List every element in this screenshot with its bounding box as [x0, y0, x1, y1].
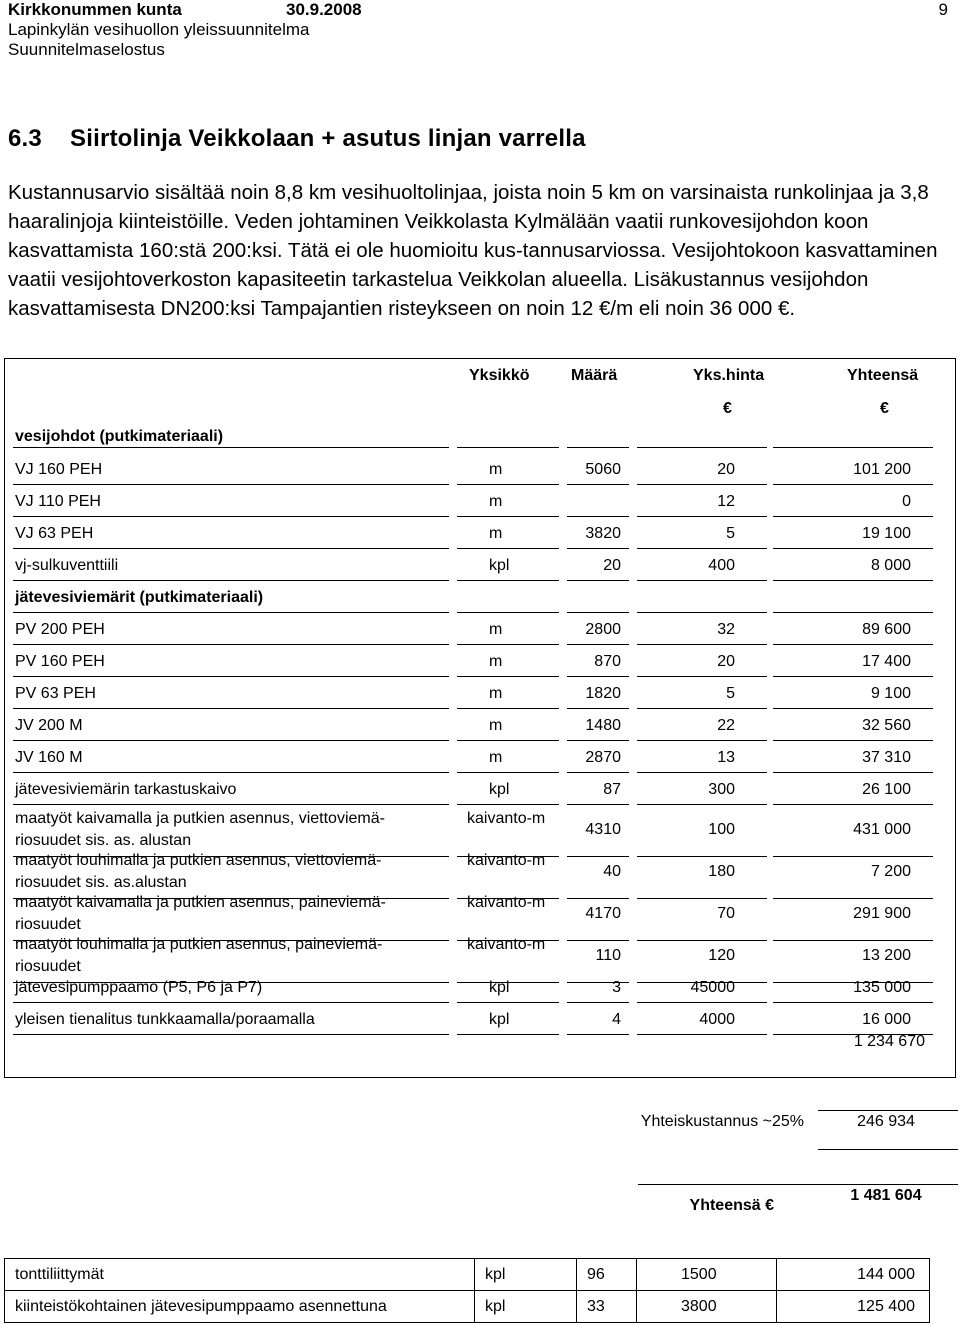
row-divider [773, 1002, 933, 1003]
row-quantity: 5060 [585, 461, 621, 478]
row-unit-price: 5 [726, 525, 735, 542]
row-divider [457, 484, 559, 485]
row-divider [567, 740, 629, 741]
row-quantity: 2870 [585, 749, 621, 766]
row-total: 7 200 [870, 863, 911, 880]
row-unit-price: 400 [708, 557, 735, 574]
row-divider [567, 516, 629, 517]
row-divider [457, 580, 559, 581]
row-total: 0 [902, 493, 911, 510]
row-description: maatyöt kaivamalla ja putkien asennus, paineviemä-riosuudet [15, 894, 386, 933]
row-total: 37 310 [862, 749, 911, 766]
row-divider [773, 740, 933, 741]
row-description: VJ 160 PEH [15, 461, 103, 478]
row-unit-price: 300 [708, 781, 735, 798]
row-divider [567, 447, 629, 448]
row-description: VJ 63 PEH [15, 525, 94, 542]
row-divider [773, 898, 933, 899]
row-total: 101 200 [853, 461, 911, 478]
row-total: 32 560 [862, 717, 911, 734]
page-number: 9 [938, 0, 948, 19]
row-unit-price: 13 [717, 749, 735, 766]
row-divider [457, 644, 559, 645]
row-divider [773, 676, 933, 677]
row-total: 89 600 [862, 621, 911, 638]
section-title: Siirtolinja Veikkolaan + asutus linjan varrella [70, 125, 586, 152]
row-description: PV 200 PEH [15, 621, 105, 638]
row-divider [637, 644, 767, 645]
row-total: 135 000 [853, 979, 911, 996]
table-row [4, 1290, 930, 1322]
row-divider [637, 708, 767, 709]
row-quantity: 33 [576, 1290, 636, 1323]
table-row [4, 1258, 930, 1290]
row-divider [773, 580, 933, 581]
row-total: 13 200 [862, 947, 911, 964]
row-unit: kaivanto-m [467, 894, 546, 911]
grand-total-value: 1 481 604 [850, 1187, 922, 1204]
row-total: 431 000 [853, 821, 911, 838]
row-quantity: 4 [612, 1011, 621, 1028]
row-quantity: 870 [594, 653, 621, 670]
row-divider [637, 676, 767, 677]
subtotal-value: 1 234 670 [853, 1033, 925, 1050]
row-unit: kaivanto-m [467, 936, 546, 953]
row-divider [457, 447, 559, 448]
row-unit-price: 70 [717, 905, 735, 922]
row-quantity: 2800 [585, 621, 621, 638]
row-divider [637, 1002, 767, 1003]
row-quantity: 4310 [585, 821, 621, 838]
row-divider [773, 516, 933, 517]
row-quantity: 87 [603, 781, 621, 798]
row-quantity: 1480 [585, 717, 621, 734]
row-unit-price: 120 [708, 947, 735, 964]
row-divider [13, 804, 449, 805]
row-unit-price: 5 [726, 685, 735, 702]
row-divider [567, 548, 629, 549]
row-divider [773, 708, 933, 709]
row-quantity: 96 [576, 1258, 636, 1290]
row-unit: m [489, 685, 503, 702]
row-total: 19 100 [862, 525, 911, 542]
row-unit-price: 100 [708, 821, 735, 838]
row-unit: m [489, 493, 503, 510]
row-divider [13, 1002, 449, 1003]
row-divider [457, 772, 559, 773]
row-divider [637, 804, 767, 805]
row-divider [457, 612, 559, 613]
row-total: 16 000 [862, 1011, 911, 1028]
row-divider [567, 898, 629, 899]
header-unit: Yksikkö [469, 367, 530, 384]
row-unit-price: 1500 [636, 1258, 776, 1290]
group-heading: vesijohdot (putkimateriaali) [15, 428, 224, 445]
row-unit: kpl [489, 1011, 510, 1028]
row-quantity: 1820 [585, 685, 621, 702]
row-divider [567, 804, 629, 805]
row-divider [567, 676, 629, 677]
row-total: 8 000 [870, 557, 911, 574]
header-total: Yhteensä [847, 367, 919, 384]
row-unit: kpl [489, 979, 510, 996]
row-divider [567, 856, 629, 857]
row-divider [637, 612, 767, 613]
row-divider [637, 772, 767, 773]
row-divider [637, 447, 767, 448]
row-description: PV 160 PEH [15, 653, 105, 670]
section-heading [8, 125, 586, 153]
row-unit: m [489, 749, 503, 766]
row-description: maatyöt kaivamalla ja putkien asennus, viettoviemä-riosuudet sis. as. alustan [15, 810, 385, 849]
row-description: yleisen tienalitus tunkkaamalla/poraamalla [15, 1011, 315, 1028]
row-divider [457, 708, 559, 709]
row-quantity: 3820 [585, 525, 621, 542]
row-total: 125 400 [776, 1290, 930, 1323]
row-divider [457, 676, 559, 677]
row-total: 9 100 [870, 685, 911, 702]
row-unit-price: 3800 [636, 1290, 776, 1323]
row-divider [13, 516, 449, 517]
row-divider [637, 856, 767, 857]
row-divider [457, 740, 559, 741]
row-divider [773, 484, 933, 485]
row-quantity: 4170 [585, 905, 621, 922]
row-unit: kaivanto-m [467, 852, 546, 869]
row-divider [773, 772, 933, 773]
header-quantity: Määrä [571, 367, 618, 384]
connection-table [4, 1258, 930, 1322]
row-unit-price: 20 [717, 653, 735, 670]
row-total: 17 400 [862, 653, 911, 670]
row-unit: kaivanto-m [467, 810, 546, 827]
row-unit: m [489, 461, 503, 478]
row-divider [567, 772, 629, 773]
row-description: vj-sulkuventtiili [15, 557, 119, 574]
row-unit: kpl [489, 781, 510, 798]
row-divider [567, 644, 629, 645]
row-quantity: 110 [595, 947, 621, 964]
row-divider [637, 1034, 767, 1035]
row-divider [773, 804, 933, 805]
row-divider [13, 676, 449, 677]
header-organization: Kirkkonummen kunta [8, 0, 182, 19]
row-divider [457, 548, 559, 549]
overhead-label: Yhteiskustannus ~25% [640, 1113, 804, 1130]
row-divider [773, 940, 933, 941]
row-divider [773, 612, 933, 613]
header-total-currency: € [880, 400, 889, 417]
section-paragraph: Kustannusarvio sisältää noin 8,8 km vesihuoltolinjaa, joista noin 5 km on varsinaista runkolinjaa ja 3,8 haaralinjoja kiinteistöille. Veden johtaminen Veikkolasta Kylmälään vaatii runkovesijohdon koon kasvattamista 160:stä 200:ksi. Tätä ei ole huomioitu kus-tannusarviossa. Vesijohtokoon kasvattaminen vaatii vesijohtoverkoston kapasiteetin tarkastelua Veikkolan alueella. Lisäkustannus vesijohdon kasvattamisesta DN200:ksi Tampajantien risteykseen on noin 12 €/m eli noin 36 000 €. [8, 181, 938, 320]
row-description: maatyöt louhimalla ja putkien asennus, viettoviemä-riosuudet sis. as.alustan [15, 852, 382, 891]
row-divider [567, 1034, 629, 1035]
row-divider [457, 516, 559, 517]
header-document-subtitle: Suunnitelmaselostus [8, 40, 165, 59]
row-divider [13, 548, 449, 549]
row-divider [637, 898, 767, 899]
row-description: PV 63 PEH [15, 685, 96, 702]
row-divider [567, 1002, 629, 1003]
row-description: jätevesipumppaamo (P5, P6 ja P7) [15, 979, 263, 996]
row-total: 144 000 [776, 1258, 930, 1290]
row-divider [773, 447, 933, 448]
row-divider [637, 580, 767, 581]
row-divider [637, 484, 767, 485]
row-divider [13, 484, 449, 485]
row-divider [457, 804, 559, 805]
row-divider [13, 612, 449, 613]
row-unit-price: 20 [717, 461, 735, 478]
row-unit-price: 45000 [690, 979, 735, 996]
row-divider [567, 940, 629, 941]
row-divider [567, 612, 629, 613]
row-total: 291 900 [853, 905, 911, 922]
row-divider [457, 1002, 559, 1003]
row-description: maatyöt louhimalla ja putkien asennus, paineviemä-riosuudet [15, 936, 383, 975]
row-quantity: 20 [603, 557, 621, 574]
header-document-title: Lapinkylän vesihuollon yleissuunnitelma [8, 20, 310, 39]
row-unit-price: 32 [717, 621, 735, 638]
row-divider [13, 708, 449, 709]
row-divider [773, 644, 933, 645]
row-description: JV 160 M [15, 749, 83, 766]
row-divider [637, 548, 767, 549]
row-divider [13, 580, 449, 581]
cost-table [4, 358, 956, 1078]
row-description: tonttiliittymät [4, 1258, 474, 1290]
row-divider [773, 856, 933, 857]
row-divider [13, 740, 449, 741]
row-divider [13, 644, 449, 645]
overhead-value: 246 934 [857, 1113, 915, 1130]
row-unit: kpl [489, 557, 510, 574]
row-divider [567, 484, 629, 485]
row-unit-price: 4000 [699, 1011, 735, 1028]
header-date: 30.9.2008 [286, 0, 362, 19]
row-divider [637, 516, 767, 517]
row-divider [13, 447, 449, 448]
grand-total-label: Yhteensä € [689, 1197, 774, 1214]
row-unit: m [489, 653, 503, 670]
row-divider [773, 548, 933, 549]
row-divider [457, 1034, 559, 1035]
row-divider [567, 708, 629, 709]
row-description: VJ 110 PEH [15, 493, 101, 510]
row-unit: kpl [474, 1290, 576, 1323]
row-total: 26 100 [862, 781, 911, 798]
row-unit: m [489, 525, 503, 542]
row-description: JV 200 M [15, 717, 83, 734]
row-divider [637, 740, 767, 741]
row-quantity: 3 [612, 979, 621, 996]
row-divider [13, 1034, 449, 1035]
row-unit: kpl [474, 1258, 576, 1290]
row-quantity: 40 [603, 863, 621, 880]
row-unit-price: 22 [717, 717, 735, 734]
row-divider [13, 772, 449, 773]
row-unit-price: 12 [717, 493, 735, 510]
row-divider [637, 940, 767, 941]
header-unit-price: Yks.hinta [693, 367, 765, 384]
header-unit-price-currency: € [723, 400, 732, 417]
row-unit: m [489, 717, 503, 734]
row-divider [567, 580, 629, 581]
row-description: jätevesiviemärin tarkastuskaivo [15, 781, 237, 798]
group-heading: jätevesiviemärit (putkimateriaali) [15, 589, 264, 606]
row-description: kiinteistökohtainen jätevesipumppaamo asennettuna [4, 1290, 474, 1323]
section-number: 6.3 [8, 125, 42, 152]
row-unit-price: 180 [708, 863, 735, 880]
row-unit: m [489, 621, 503, 638]
